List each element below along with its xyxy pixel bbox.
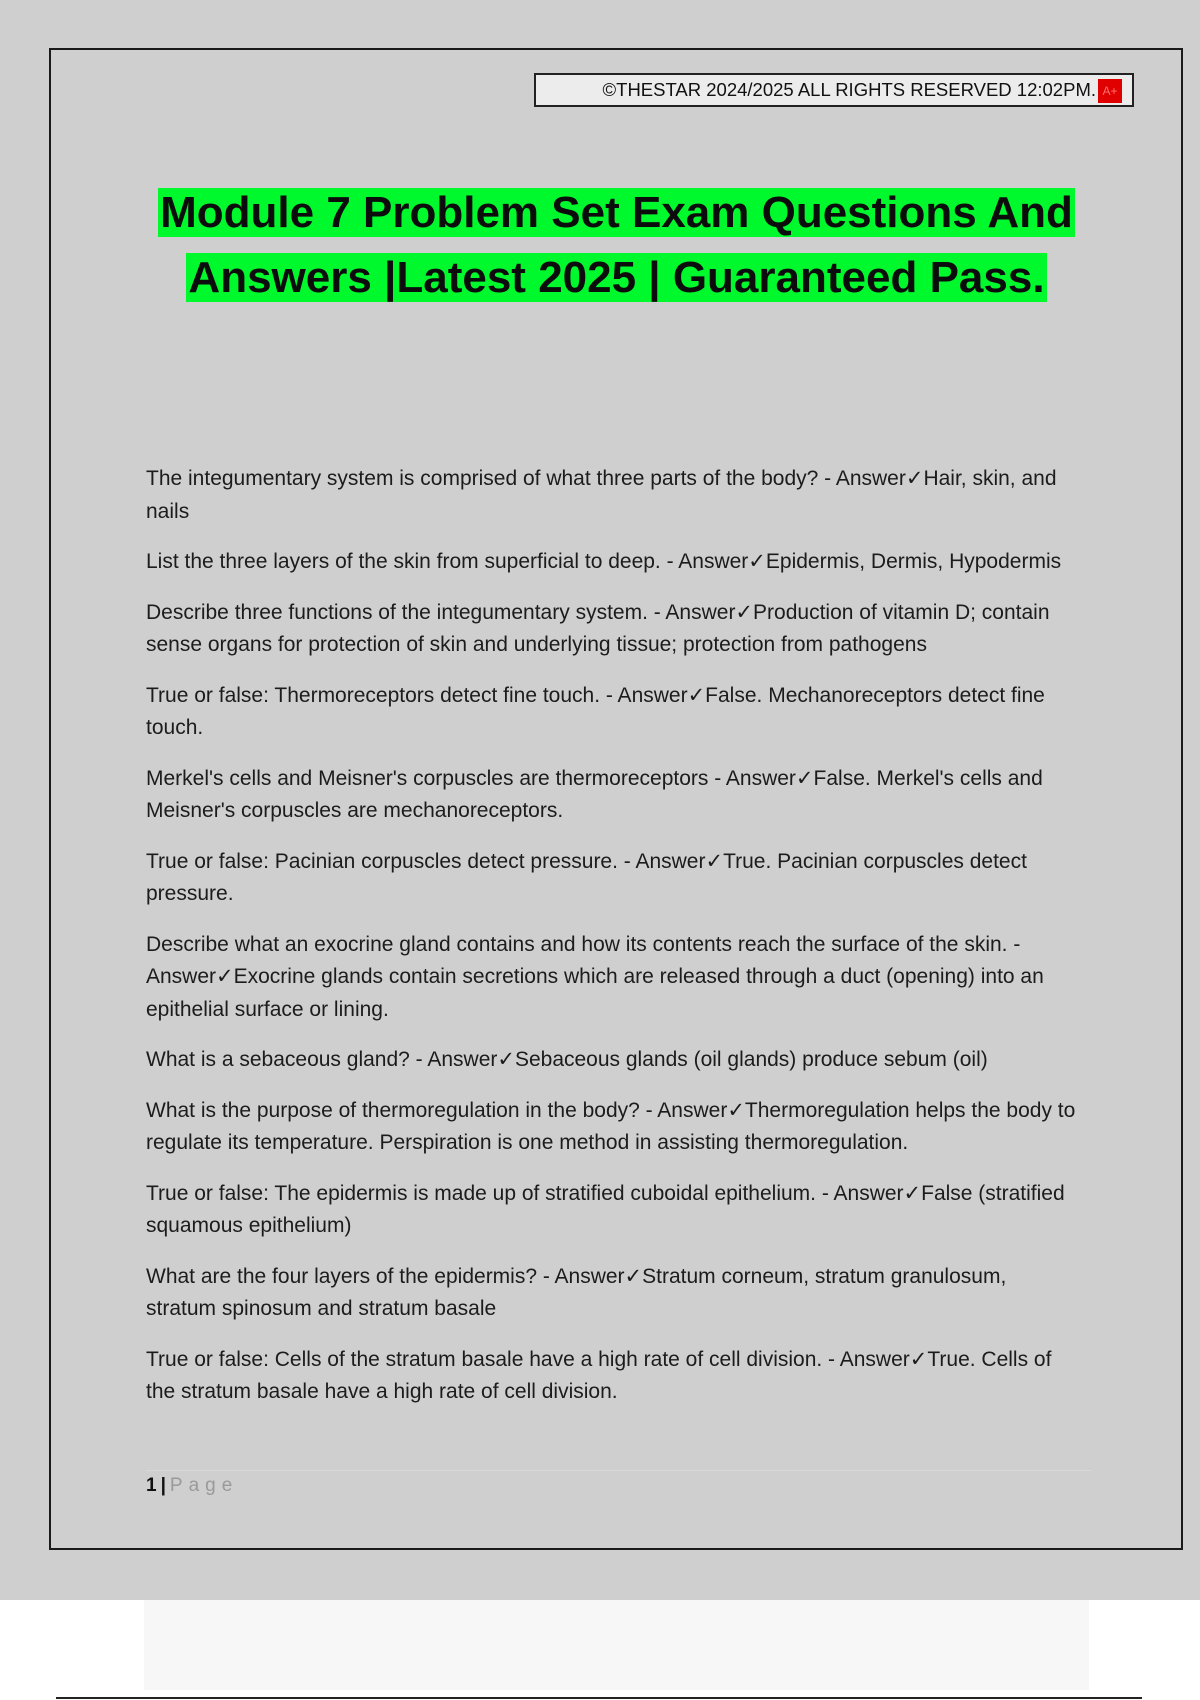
title-line-2: Answers |Latest 2025 | Guaranteed Pass. xyxy=(188,253,1045,302)
page-number xyxy=(146,1474,238,1498)
footer-divider xyxy=(146,1470,1092,1471)
page-label: Page xyxy=(169,1475,239,1496)
qa-item: What is a sebaceous gland? - Answer✓Sebaceous glands (oil glands) produce sebum (oil) xyxy=(146,1048,988,1071)
page-number-separator: | xyxy=(160,1475,166,1496)
page-number-value: 1 xyxy=(146,1475,157,1496)
qa-item: Describe what an exocrine gland contains and how its contents reach the surface of the skin. - Answer✓Exocrine glands contain secretions which are released through a duct (opening) into an epithelial surface or lining. xyxy=(146,932,1044,1021)
qa-item: Merkel's cells and Meisner's corpuscles are thermoreceptors - Answer✓False. Merkel's cells and Meisner's corpuscles are mechanoreceptors. xyxy=(146,766,1043,822)
bottom-divider xyxy=(56,1697,1142,1699)
document-title xyxy=(100,180,1133,310)
copyright-header xyxy=(534,73,1134,107)
qa-item: List the three layers of the skin from superficial to deep. - Answer✓Epidermis, Dermis, Hypodermis xyxy=(146,550,1062,573)
qa-item: What is the purpose of thermoregulation in the body? - Answer✓Thermoregulation helps the body to regulate its temperature. Perspiration is one method in assisting thermoregulation. xyxy=(146,1098,1076,1154)
qa-item: True or false: Thermoreceptors detect fine touch. - Answer✓False. Mechanoreceptors detect fine touch. xyxy=(146,683,1045,739)
qa-item: True or false: Cells of the stratum basale have a high rate of cell division. - Answer✓True. Cells of the stratum basale have a high rate of cell division. xyxy=(146,1347,1052,1403)
qa-item: What are the four layers of the epidermis? - Answer✓Stratum corneum, stratum granulosum, stratum spinosum and stratum basale xyxy=(146,1264,1007,1320)
qa-item: True or false: Pacinian corpuscles detect pressure. - Answer✓True. Pacinian corpuscles detect pressure. xyxy=(146,849,1027,905)
title-line-1: Module 7 Problem Set Exam Questions And xyxy=(160,188,1073,237)
next-page-preview xyxy=(144,1600,1089,1690)
qa-item: Describe three functions of the integumentary system. - Answer✓Production of vitamin D; contain sense organs for protection of skin and underlying tissue; protection from pathogens xyxy=(146,600,1050,656)
copyright-text: ©THESTAR 2024/2025 ALL RIGHTS RESERVED 12:02PM. xyxy=(602,79,1096,100)
qa-list xyxy=(146,463,1081,1427)
grade-badge: A+ xyxy=(1098,79,1122,103)
qa-item: The integumentary system is comprised of what three parts of the body? - Answer✓Hair, skin, and nails xyxy=(146,467,1057,523)
qa-item: True or false: The epidermis is made up of stratified cuboidal epithelium. - Answer✓False (stratified squamous epithelium) xyxy=(146,1181,1065,1237)
